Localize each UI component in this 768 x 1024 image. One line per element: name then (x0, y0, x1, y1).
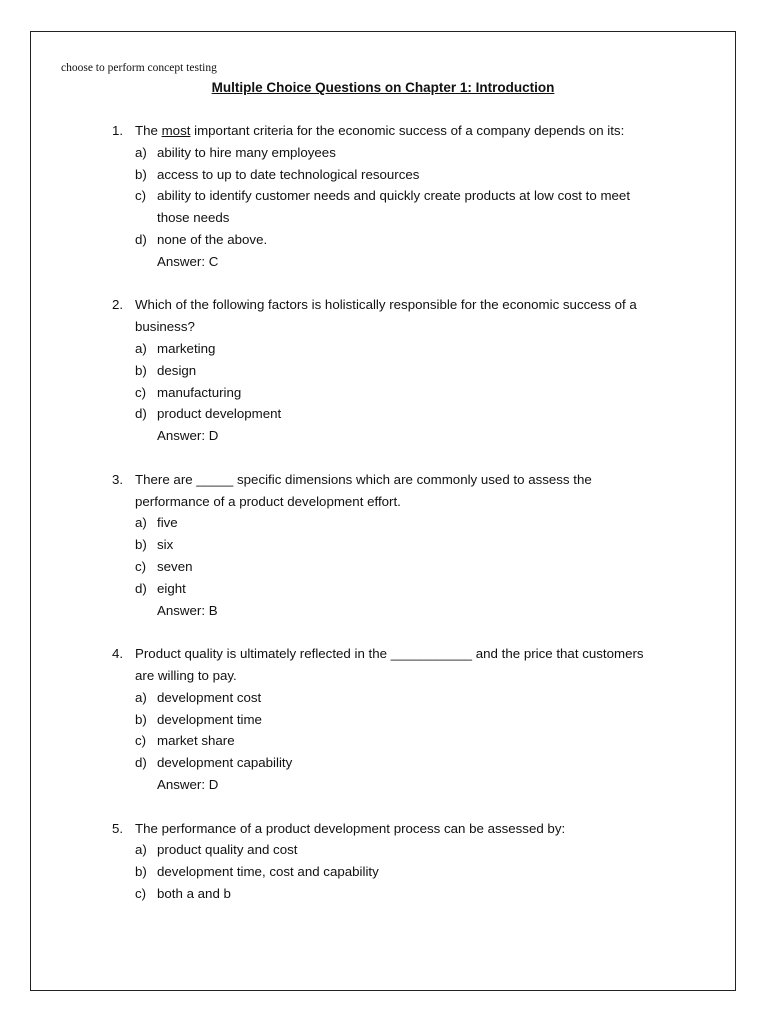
option-letter: d) (135, 580, 147, 596)
option-letter: b) (135, 166, 147, 182)
option-letter: c) (135, 733, 147, 749)
option-d (30, 229, 736, 251)
option-letter: b) (135, 362, 147, 378)
option-a (30, 338, 736, 360)
option-text: product development (157, 406, 282, 422)
option-letter: c) (135, 384, 147, 400)
option-text: manufacturing (157, 384, 242, 400)
option-a (30, 687, 736, 709)
option-text: both a and b (157, 885, 231, 901)
question-text: There are _____ specific dimensions which are commonly used to assess the performance of a product development effort. (135, 471, 592, 509)
question-1 (30, 120, 736, 273)
option-letter: c) (135, 885, 147, 901)
option-text: development time, cost and capability (157, 864, 379, 880)
option-b (30, 164, 736, 186)
option-d (30, 752, 736, 774)
question-4-stem (30, 643, 736, 687)
question-text: important criteria for the economic success of a company depends on its: (190, 123, 625, 138)
option-text: access to up to date technological resources (157, 166, 420, 182)
answer-line: Answer: C (157, 253, 219, 269)
option-a (30, 142, 736, 164)
question-number: 4. (112, 646, 124, 662)
option-letter: c) (135, 188, 147, 204)
question-number: 2. (112, 297, 124, 313)
option-text: eight (157, 580, 186, 596)
option-a (30, 512, 736, 534)
answer-line: Answer: D (157, 776, 219, 792)
option-text: ability to identify customer needs and quickly create products at low cost to meet those needs (157, 188, 631, 226)
option-letter: a) (135, 515, 147, 531)
option-letter: a) (135, 689, 147, 705)
option-text: development time (157, 711, 262, 727)
option-text: design (157, 362, 197, 378)
page-title: Multiple Choice Questions on Chapter 1: Introduction (211, 80, 555, 95)
option-a (30, 839, 736, 861)
option-text: five (157, 515, 178, 531)
option-b (30, 534, 736, 556)
question-5 (30, 818, 736, 905)
option-letter: b) (135, 711, 147, 727)
answer-line: Answer: B (157, 602, 218, 618)
question-text: Product quality is ultimately reflected in the ___________ and the price that customers are willing to pay. (135, 646, 644, 683)
option-text: seven (157, 558, 193, 574)
question-1-stem (30, 120, 736, 142)
option-text: none of the above. (157, 231, 268, 247)
question-2 (30, 294, 736, 447)
option-b (30, 709, 736, 731)
question-5-stem (30, 818, 736, 840)
option-letter: d) (135, 406, 147, 422)
header-note: choose to perform concept testing (61, 62, 217, 74)
option-c (30, 382, 736, 404)
option-c (30, 185, 736, 229)
question-number: 1. (112, 123, 124, 138)
option-text: development capability (157, 755, 293, 771)
question-text: The performance of a product development process can be assessed by: (135, 820, 566, 836)
question-text: Which of the following factors is holistically responsible for the economic success of a business? (135, 297, 637, 335)
option-text: six (157, 537, 174, 553)
question-3-stem (30, 469, 736, 513)
option-text: market share (157, 733, 235, 749)
option-text: ability to hire many employees (157, 144, 336, 160)
option-letter: d) (135, 231, 147, 247)
question-text: The (135, 123, 162, 138)
option-letter: a) (135, 340, 147, 356)
question-list (30, 120, 736, 926)
option-letter: c) (135, 558, 147, 574)
option-text: product quality and cost (157, 842, 298, 858)
answer-line: Answer: D (157, 428, 219, 444)
option-letter: d) (135, 755, 147, 771)
question-3 (30, 469, 736, 622)
option-letter: a) (135, 842, 147, 858)
question-4 (30, 643, 736, 796)
emphasis-text: most (161, 123, 191, 138)
question-2-stem (30, 294, 736, 338)
option-d (30, 403, 736, 425)
option-text: development cost (157, 689, 262, 705)
option-c (30, 883, 736, 905)
question-number: 3. (112, 471, 124, 487)
option-letter: a) (135, 144, 147, 160)
option-d (30, 578, 736, 600)
option-c (30, 730, 736, 752)
option-letter: b) (135, 864, 147, 880)
question-number: 5. (112, 820, 124, 836)
option-letter: b) (135, 537, 147, 553)
option-text: marketing (157, 340, 216, 356)
option-b (30, 861, 736, 883)
option-c (30, 556, 736, 578)
option-b (30, 360, 736, 382)
